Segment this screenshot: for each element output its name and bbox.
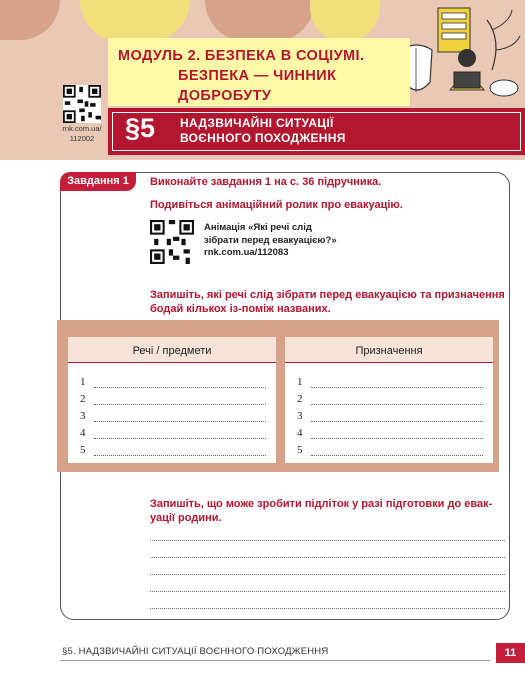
instruction-line: уації родини.: [150, 512, 222, 524]
qr-code-caption: [58, 124, 106, 144]
module-title-line: БЕЗПЕКА — ЧИННИК: [178, 68, 337, 84]
row-number: 1: [297, 376, 303, 388]
instruction-4: [150, 497, 492, 525]
decor-shape: [310, 0, 380, 42]
decor-shape: [80, 0, 190, 42]
table-row[interactable]: [297, 388, 483, 405]
table-purpose: [285, 337, 493, 463]
row-number: 2: [297, 393, 303, 405]
qr-code-icon[interactable]: [63, 85, 101, 123]
answer-line[interactable]: [150, 591, 505, 592]
table-purpose-header: Призначення: [285, 337, 493, 363]
student-laptop-illustration: [392, 0, 525, 108]
table-items: [68, 337, 276, 463]
task-label: Завдання 1: [60, 172, 136, 191]
row-number: 4: [80, 427, 86, 439]
answer-field[interactable]: [94, 395, 266, 405]
instruction-2: Подивіться анімаційний ролик про евакуацію.: [150, 199, 403, 211]
module-title: [118, 46, 408, 106]
footer-divider: [60, 660, 490, 661]
answer-field[interactable]: [311, 412, 483, 422]
table-row[interactable]: [297, 371, 483, 388]
answer-field[interactable]: [94, 378, 266, 388]
row-number: 3: [80, 410, 86, 422]
answer-field[interactable]: [311, 446, 483, 456]
module-title-line: МОДУЛЬ 2. БЕЗПЕКА В СОЦІУМІ.: [118, 48, 365, 64]
page-number: 11: [496, 643, 525, 663]
instruction-1: Виконайте завдання 1 на с. 36 підручника.: [150, 176, 382, 188]
table-row[interactable]: [80, 371, 266, 388]
animation-caption-line: Анімація «Які речі слід: [204, 222, 312, 233]
row-number: 1: [80, 376, 86, 388]
table-items-header: Речі / предмети: [68, 337, 276, 363]
section-title-line: НАДЗВИЧАЙНІ СИТУАЦІЇ: [180, 116, 334, 130]
section-number: §5: [125, 113, 156, 143]
section-title-line: ВОЄННОГО ПОХОДЖЕННЯ: [180, 131, 346, 145]
instruction-line: Запишіть, що може зробити підліток у разі підготовки до евак-: [150, 498, 493, 510]
decor-shape: [205, 0, 315, 42]
answer-line[interactable]: [150, 540, 505, 541]
animation-link[interactable]: rnk.com.ua/112083: [204, 247, 289, 258]
table-row[interactable]: [80, 422, 266, 439]
instruction-line: Запишіть, які речі слід зібрати перед евакуацією та призначення: [150, 289, 505, 301]
answer-field[interactable]: [94, 446, 266, 456]
decor-shape: [0, 0, 60, 40]
instruction-line: бодай кількох із-поміж названих.: [150, 303, 331, 315]
row-number: 5: [80, 444, 86, 456]
answer-line[interactable]: [150, 574, 505, 575]
answer-field[interactable]: [311, 395, 483, 405]
qr-code-icon[interactable]: [150, 220, 194, 264]
row-number: 5: [297, 444, 303, 456]
section-title: [180, 116, 346, 146]
table-row[interactable]: [297, 422, 483, 439]
table-row[interactable]: [297, 405, 483, 422]
row-number: 3: [297, 410, 303, 422]
module-title-line: ДОБРОБУТУ: [178, 88, 272, 104]
answer-field[interactable]: [94, 412, 266, 422]
answer-field[interactable]: [94, 429, 266, 439]
table-row[interactable]: [80, 439, 266, 456]
answer-line[interactable]: [150, 557, 505, 558]
instruction-3: [150, 288, 505, 316]
animation-caption-line: зібрати перед евакуацією?»: [204, 234, 337, 246]
row-number: 4: [297, 427, 303, 439]
footer-section-title: §5. НАДЗВИЧАЙНІ СИТУАЦІЇ ВОЄННОГО ПОХОДЖЕННЯ: [62, 646, 329, 657]
table-row[interactable]: [80, 405, 266, 422]
answer-field[interactable]: [311, 429, 483, 439]
animation-caption: [204, 222, 337, 260]
row-number: 2: [80, 393, 86, 405]
table-row[interactable]: [297, 439, 483, 456]
qr-caption-line: 112002: [69, 134, 95, 143]
table-row[interactable]: [80, 388, 266, 405]
answer-line[interactable]: [150, 608, 505, 609]
answer-field[interactable]: [311, 378, 483, 388]
qr-caption-line: rnk.com.ua/: [62, 124, 102, 133]
